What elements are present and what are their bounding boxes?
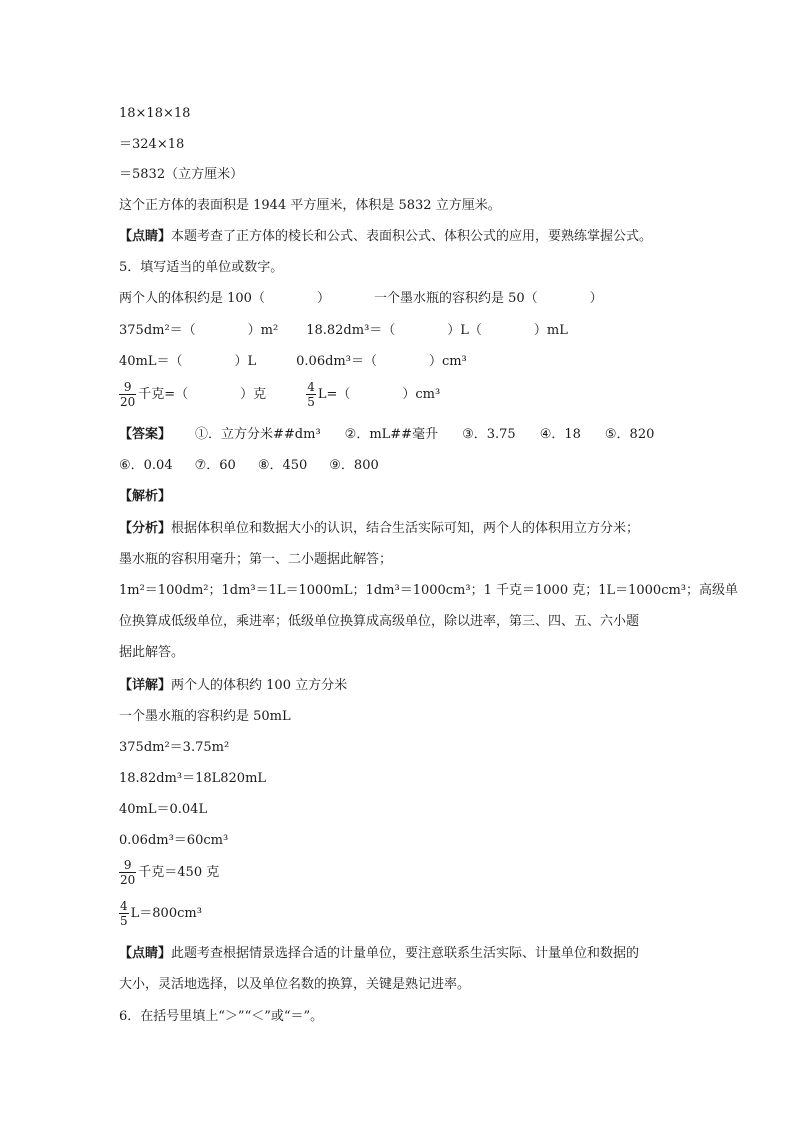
fraction-9-20: $\frac{9}{20}$	[120, 380, 136, 409]
detail-line-3: 375dm²＝3.75m²	[119, 740, 230, 755]
question-5-row-1	[119, 290, 603, 308]
question-5-row-3	[119, 353, 467, 371]
analysis-line-4: 位换算成低级单位，乘进率；低级单位换算成高级单位，除以进率，第三、四、五、六小题	[119, 614, 640, 629]
analysis-tag: 【解析】	[119, 489, 172, 504]
question-5-title: 5．填写适当的单位或数字。	[119, 260, 284, 275]
question-6-title: 6．在括号里填上“＞”“＜”或“＝”。	[119, 1009, 324, 1024]
q5-area-conversion: 375dm²＝（ ）m²	[119, 323, 279, 338]
q5-kg-to-g: 千克=（ ）克	[138, 387, 267, 402]
tip-1-tag: 【点睛】	[119, 229, 172, 244]
q5-dm3-to-cm3: 0.06dm³＝（ ）cm³	[296, 354, 467, 369]
q5-volume-to-l-ml: 18.82dm³＝（ ）L（ ）mL	[306, 323, 568, 338]
answer-9: ⑨．800	[329, 458, 379, 473]
answer-3: ③．3.75	[462, 427, 516, 442]
calc-conclusion: 这个正方体的表面积是 1944 平方厘米，体积是 5832 立方厘米。	[119, 198, 501, 213]
fraction-9-20: $\frac{9}{20}$	[120, 858, 136, 887]
detail-line-6: 0.06dm³＝60cm³	[119, 833, 229, 848]
detail-line-8: $\frac{4}{5}$ L＝800cm³	[120, 899, 202, 928]
answer-1: ①．立方分米##dm³	[195, 427, 321, 442]
analysis-line-2: 墨水瓶的容积用毫升；第一、二小题据此解答；	[119, 552, 393, 567]
analysis-line-3: 1m²＝100dm²；1dm³＝1L＝1000mL；1dm³＝1000cm³；1 千克＝1000 克；1L＝1000cm³；高级单	[119, 583, 739, 598]
answer-2: ②．mL##毫升	[344, 427, 439, 442]
fraction-4-5: $\frac{4}{5}$	[120, 899, 128, 928]
calc-line-1: 18×18×18	[119, 106, 191, 121]
answer-4: ④．18	[539, 427, 581, 442]
answer-tag: 【答案】	[119, 427, 172, 442]
question-5-row-4	[119, 380, 440, 409]
tip-2-tag: 【点睛】	[119, 946, 172, 961]
answer-5: ⑤．820	[604, 427, 655, 442]
detail-line-2: 一个墨水瓶的容积约是 50mL	[119, 709, 291, 724]
fenxi-tag: 【分析】	[119, 521, 172, 536]
tip-2-line-1: 【点睛】此题考查根据情景选择合适的计量单位，要注意联系生活实际、计量单位和数据的	[119, 946, 640, 961]
q5-ink-bottle-capacity: 一个墨水瓶的容积约是 50（ ）	[373, 291, 603, 306]
q5-l-to-cm3: L=（ ）cm³	[317, 387, 441, 402]
detail-line-4: 18.82dm³＝18L820mL	[119, 771, 267, 786]
detail-line-7: $\frac{9}{20}$ 千克＝450 克	[120, 858, 220, 887]
q5-person-volume: 两个人的体积约是 100（ ）	[119, 291, 330, 306]
answer-6: ⑥．0.04	[119, 458, 173, 473]
tip-1	[119, 228, 652, 246]
answer-row-1	[119, 426, 654, 444]
answer-row-2	[119, 457, 379, 475]
analysis-line-1: 【分析】根据体积单位和数据大小的认识，结合生活实际可知，两个人的体积用立方分米；	[119, 521, 640, 536]
calc-line-2: ＝324×18	[119, 137, 185, 152]
calc-line-3: ＝5832（立方厘米）	[119, 167, 244, 182]
detail-line-5: 40mL＝0.04L	[119, 802, 208, 817]
question-5-row-2	[119, 322, 568, 340]
analysis-line-5: 据此解答。	[119, 645, 185, 660]
q5-ml-to-l: 40mL＝（ ）L	[119, 354, 257, 369]
tip-2-line-2: 大小，灵活地选择，以及单位名数的换算，关键是熟记进率。	[119, 977, 471, 992]
detail-line-1: 【详解】两个人的体积约 100 立方分米	[119, 678, 348, 693]
fraction-4-5: $\frac{4}{5}$	[307, 380, 315, 409]
answer-8: ⑧．450	[257, 458, 308, 473]
tip-1-text: 本题考查了正方体的棱长和公式、表面积公式、体积公式的应用，要熟练掌握公式。	[171, 229, 653, 244]
answer-7: ⑦．60	[194, 458, 236, 473]
detail-tag: 【详解】	[119, 678, 172, 693]
